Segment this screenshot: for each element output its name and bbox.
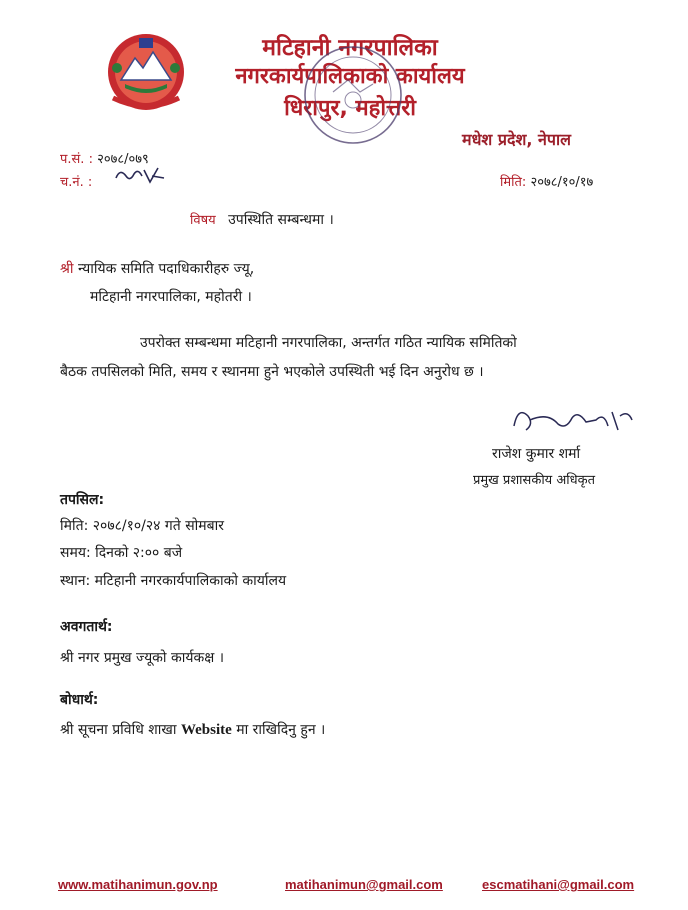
official-seal-stamp: [298, 40, 408, 150]
handwritten-signature: [508, 402, 638, 438]
header-office-name: नगरकार्यपालिकाको कार्यालय: [235, 64, 465, 89]
header-province: मधेश प्रदेश, नेपाल: [462, 130, 571, 149]
reference-label: प.सं. :: [60, 152, 93, 167]
header-municipality-name: मटिहानी नगरपालिका: [262, 35, 438, 61]
body-paragraph-line-1: उपरोक्त सम्बन्धमा मटिहानी नगरपालिका, अन्तर्गत गठित न्यायिक समितिको: [140, 335, 517, 351]
addressee-name: न्यायिक समिति पदाधिकारीहरु ज्यू,: [78, 261, 255, 277]
nepal-emblem-logo: [103, 28, 189, 114]
signatory-title: प्रमुख प्रशासकीय अधिकृत: [473, 473, 596, 488]
for-action-recipient: [60, 720, 325, 739]
header-location: धिरापुर, महोत्तरी: [284, 96, 416, 121]
signatory-name: राजेश कुमार शर्मा: [492, 446, 581, 462]
details-heading: तपसिल:: [60, 492, 105, 508]
details-place: स्थान: मटिहानी नगरकार्यपालिकाको कार्यालय: [60, 573, 287, 589]
details-date: मिति: २०७८/१०/२४ गते सोमबार: [60, 518, 225, 534]
addressee-line-2: मटिहानी नगरपालिका, महोतरी ।: [90, 289, 252, 305]
date-label: मिति:: [500, 175, 527, 190]
body-paragraph-line-2: बैठक तपसिलको मिति, समय र स्थानमा हुने भएकोले उपस्थिती भई दिन अनुरोध छ ।: [60, 364, 484, 380]
footer-email-link-1[interactable]: matihanimun@gmail.com: [285, 877, 443, 892]
addressee-honorific: श्री: [60, 261, 74, 277]
reference-value: २०७८/०७९: [97, 152, 149, 167]
for-information-recipient: श्री नगर प्रमुख ज्यूको कार्यकक्ष ।: [60, 650, 225, 666]
for-action-website-word: Website: [180, 722, 232, 738]
dispatch-number-handwritten: [112, 164, 172, 188]
subject-label: विषय: [190, 213, 216, 228]
for-information-heading: अवगतार्थ:: [60, 619, 113, 635]
footer-website-link[interactable]: www.matihanimun.gov.np: [58, 877, 218, 892]
for-action-heading: बोधार्थ:: [60, 692, 99, 708]
subject-line: [190, 210, 334, 229]
date-value: २०७८/१०/१७: [530, 175, 594, 190]
footer-email-link-2[interactable]: escmatihani@gmail.com: [482, 877, 635, 892]
details-time: समय: दिनको २:०० बजे: [60, 545, 183, 561]
addressee-line-1: [60, 259, 254, 278]
for-action-prefix: श्री सूचना प्रविधि शाखा: [60, 722, 177, 738]
dispatch-label: च.नं. :: [60, 175, 93, 190]
subject-text: उपस्थिति सम्बन्धमा ।: [228, 212, 334, 228]
for-action-suffix: मा राखिदिनु हुन ।: [236, 722, 326, 738]
dispatch-number: [60, 172, 92, 190]
letter-date: [500, 172, 593, 190]
